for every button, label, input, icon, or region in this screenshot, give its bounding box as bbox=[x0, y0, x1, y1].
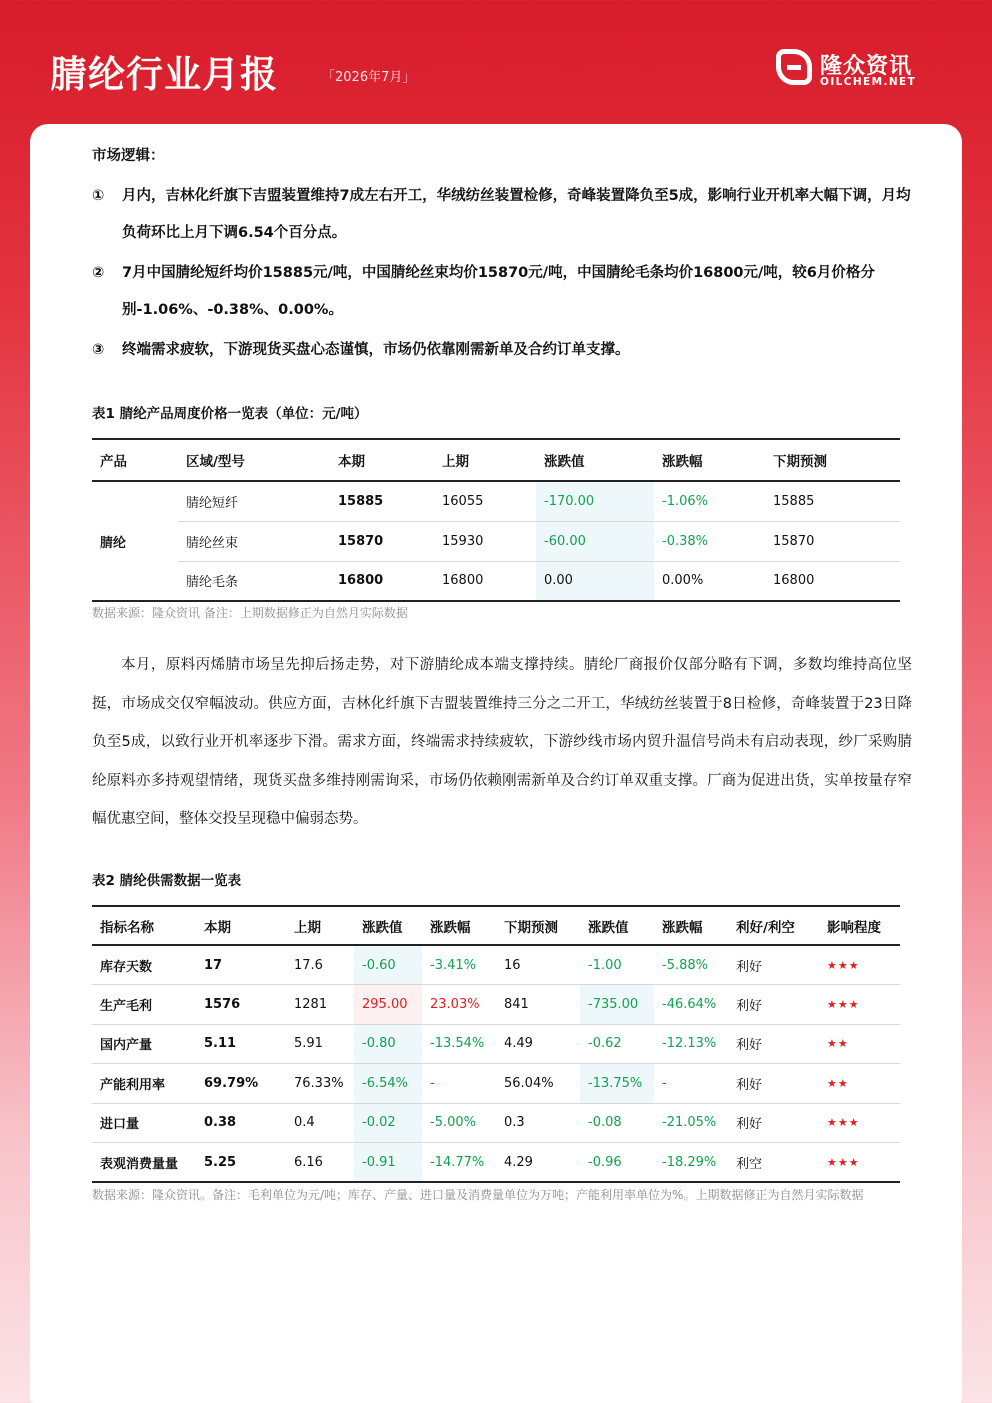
report-period: 「2026年7月」 bbox=[322, 70, 416, 85]
column-header: 涨跌值 bbox=[536, 439, 654, 481]
change-cell: -0.80 bbox=[354, 1024, 422, 1064]
column-header: 区域/型号 bbox=[178, 439, 330, 481]
logo-cn-text: 隆众资讯 bbox=[820, 54, 913, 79]
report-header bbox=[0, 0, 992, 125]
current-cell: 5.25 bbox=[196, 1143, 286, 1183]
table-row bbox=[92, 945, 900, 985]
column-header: 涨跌幅 bbox=[654, 439, 765, 481]
column-header: 涨跌幅 bbox=[654, 906, 728, 945]
table-row bbox=[92, 1103, 900, 1143]
impact-cell: 利好 bbox=[728, 985, 819, 1025]
previous-cell: 16055 bbox=[434, 481, 536, 521]
forecast-cell: 15885 bbox=[765, 481, 900, 521]
column-header: 本期 bbox=[330, 439, 434, 481]
previous-cell: 0.4 bbox=[286, 1103, 354, 1143]
indicator-name: 库存天数 bbox=[92, 945, 196, 985]
pct-cell: 0.00% bbox=[654, 561, 765, 601]
logic-point bbox=[92, 178, 912, 252]
point-text: 月内，吉林化纤旗下吉盟装置维持7成左右开工，华绒纺丝装置检修，奇峰装置降负至5成，影响行业开机率大幅下调，月均负荷环比上月下调6.54个百分点。 bbox=[122, 188, 911, 241]
table-header-row bbox=[92, 439, 900, 481]
market-logic-label: 市场逻辑： bbox=[92, 148, 165, 164]
previous-cell: 17.6 bbox=[286, 945, 354, 985]
type-cell: 腈纶丝束 bbox=[178, 521, 330, 561]
column-header: 指标名称 bbox=[92, 906, 196, 945]
indicator-name: 进口量 bbox=[92, 1103, 196, 1143]
impact-cell: 利空 bbox=[728, 1143, 819, 1183]
current-cell: 1576 bbox=[196, 985, 286, 1025]
previous-cell: 5.91 bbox=[286, 1024, 354, 1064]
table-row bbox=[92, 521, 900, 561]
forecast-change-cell: -735.00 bbox=[580, 985, 654, 1025]
column-header: 下期预测 bbox=[765, 439, 900, 481]
table-row bbox=[92, 1024, 900, 1064]
point-text: 终端需求疲软，下游现货买盘心态谨慎，市场仍依靠刚需新单及合约订单支撑。 bbox=[122, 342, 630, 358]
forecast-cell: 16800 bbox=[765, 561, 900, 601]
previous-cell: 16800 bbox=[434, 561, 536, 601]
impact-cell: 利好 bbox=[728, 1064, 819, 1104]
current-cell: 15885 bbox=[330, 481, 434, 521]
table-header-row bbox=[92, 906, 900, 945]
previous-cell: 76.33% bbox=[286, 1064, 354, 1104]
current-cell: 17 bbox=[196, 945, 286, 985]
change-cell: -0.60 bbox=[354, 945, 422, 985]
table2-source-note: 数据来源：隆众资讯。备注：毛利单位为元/吨；库存、产量、进口量及消费量单位为万吨；产能利用率单位为%。上期数据修正为自然月实际数据 bbox=[92, 1188, 864, 1202]
forecast-cell: 841 bbox=[496, 985, 580, 1025]
table2-caption: 表2 腈纶供需数据一览表 bbox=[92, 873, 242, 889]
indicator-name: 生产毛利 bbox=[92, 985, 196, 1025]
point-number: ③ bbox=[92, 342, 105, 358]
report-title: 腈纶行业月报 bbox=[50, 53, 278, 96]
pct-cell: -13.54% bbox=[422, 1024, 496, 1064]
forecast-cell: 4.29 bbox=[496, 1143, 580, 1183]
forecast-cell: 15870 bbox=[765, 521, 900, 561]
current-cell: 5.11 bbox=[196, 1024, 286, 1064]
impact-cell: 利好 bbox=[728, 1024, 819, 1064]
column-header: 上期 bbox=[286, 906, 354, 945]
market-summary-paragraph: 本月，原料丙烯腈市场呈先抑后扬走势，对下游腈纶成本端支撑持续。腈纶厂商报价仅部分略有下调，多数均维持高位坚挺，市场成交仅窄幅波动。供应方面，吉林化纤旗下吉盟装置维持三分之二开工，华绒纺丝装置于8日检修，奇峰装置于23日降负至5成，以致行业开机率逐步下滑。需求方面，终端需求持续疲软，下游纱线市场内贸升温信号尚未有启动表现，纱厂采购腈纶原料亦多持观望情绪，现货买盘多维持刚需询采，市场仍依赖刚需新单及合约订单双重支撑。厂商为促进出货，实单按量存窄幅优惠空间，整体交投呈现稳中偏弱态势。 bbox=[92, 657, 912, 827]
table-row bbox=[92, 1064, 900, 1104]
change-cell: -170.00 bbox=[536, 481, 654, 521]
column-header: 影响程度 bbox=[819, 906, 900, 945]
change-cell: 295.00 bbox=[354, 985, 422, 1025]
column-header: 下期预测 bbox=[496, 906, 580, 945]
pct-cell: -3.41% bbox=[422, 945, 496, 985]
table-row bbox=[92, 481, 900, 521]
indicator-name: 国内产量 bbox=[92, 1024, 196, 1064]
forecast-pct-cell: -5.88% bbox=[654, 945, 728, 985]
type-cell: 腈纶毛条 bbox=[178, 561, 330, 601]
price-table bbox=[92, 438, 900, 602]
impact-cell: 利好 bbox=[728, 1103, 819, 1143]
forecast-change-cell: -0.08 bbox=[580, 1103, 654, 1143]
report-card bbox=[30, 124, 962, 1403]
supply-demand-table bbox=[92, 905, 900, 1183]
previous-cell: 1281 bbox=[286, 985, 354, 1025]
impact-level-stars: ★★★ bbox=[819, 985, 900, 1025]
forecast-cell: 0.3 bbox=[496, 1103, 580, 1143]
forecast-cell: 56.04% bbox=[496, 1064, 580, 1104]
change-cell: -60.00 bbox=[536, 521, 654, 561]
current-cell: 16800 bbox=[330, 561, 434, 601]
current-cell: 0.38 bbox=[196, 1103, 286, 1143]
forecast-change-cell: -13.75% bbox=[580, 1064, 654, 1104]
forecast-change-cell: -1.00 bbox=[580, 945, 654, 985]
table-row bbox=[92, 561, 900, 601]
column-header: 上期 bbox=[434, 439, 536, 481]
impact-level-stars: ★★ bbox=[819, 1024, 900, 1064]
column-header: 涨跌值 bbox=[580, 906, 654, 945]
forecast-pct-cell: - bbox=[654, 1064, 728, 1104]
change-cell: -6.54% bbox=[354, 1064, 422, 1104]
change-cell: -0.02 bbox=[354, 1103, 422, 1143]
previous-cell: 6.16 bbox=[286, 1143, 354, 1183]
pct-cell: -14.77% bbox=[422, 1143, 496, 1183]
forecast-cell: 16 bbox=[496, 945, 580, 985]
table-row bbox=[92, 985, 900, 1025]
logo-mark-icon bbox=[776, 49, 812, 85]
forecast-pct-cell: -46.64% bbox=[654, 985, 728, 1025]
column-header: 本期 bbox=[196, 906, 286, 945]
forecast-change-cell: -0.62 bbox=[580, 1024, 654, 1064]
column-header: 涨跌幅 bbox=[422, 906, 496, 945]
change-cell: 0.00 bbox=[536, 561, 654, 601]
logic-point bbox=[92, 332, 912, 369]
point-text: 7月中国腈纶短纤均价15885元/吨，中国腈纶丝束均价15870元/吨，中国腈纶毛条均价16800元/吨，较6月价格分别-1.06%、-0.38%、0.00%。 bbox=[122, 265, 875, 318]
point-number: ② bbox=[92, 265, 105, 281]
column-header: 产品 bbox=[92, 439, 178, 481]
impact-level-stars: ★★★ bbox=[819, 1103, 900, 1143]
indicator-name: 表观消费量量 bbox=[92, 1143, 196, 1183]
change-cell: -0.91 bbox=[354, 1143, 422, 1183]
indicator-name: 产能利用率 bbox=[92, 1064, 196, 1104]
impact-level-stars: ★★★ bbox=[819, 1143, 900, 1183]
table1-caption: 表1 腈纶产品周度价格一览表（单位：元/吨） bbox=[92, 406, 368, 422]
forecast-pct-cell: -12.13% bbox=[654, 1024, 728, 1064]
table1-source-note: 数据来源：隆众资讯 备注：上期数据修正为自然月实际数据 bbox=[92, 606, 408, 620]
type-cell: 腈纶短纤 bbox=[178, 481, 330, 521]
logo-en-text: OILCHEM.NET bbox=[820, 76, 917, 88]
current-cell: 69.79% bbox=[196, 1064, 286, 1104]
current-cell: 15870 bbox=[330, 521, 434, 561]
forecast-change-cell: -0.96 bbox=[580, 1143, 654, 1183]
impact-level-stars: ★★ bbox=[819, 1064, 900, 1104]
pct-cell: -5.00% bbox=[422, 1103, 496, 1143]
impact-level-stars: ★★★ bbox=[819, 945, 900, 985]
pct-cell: - bbox=[422, 1064, 496, 1104]
impact-cell: 利好 bbox=[728, 945, 819, 985]
column-header: 涨跌值 bbox=[354, 906, 422, 945]
pct-cell: -0.38% bbox=[654, 521, 765, 561]
forecast-pct-cell: -21.05% bbox=[654, 1103, 728, 1143]
previous-cell: 15930 bbox=[434, 521, 536, 561]
table-row bbox=[92, 1143, 900, 1183]
forecast-pct-cell: -18.29% bbox=[654, 1143, 728, 1183]
product-cell: 腈纶 bbox=[92, 481, 178, 601]
pct-cell: -1.06% bbox=[654, 481, 765, 521]
forecast-cell: 4.49 bbox=[496, 1024, 580, 1064]
oilchem-logo bbox=[776, 49, 946, 89]
column-header: 利好/利空 bbox=[728, 906, 819, 945]
pct-cell: 23.03% bbox=[422, 985, 496, 1025]
logic-point bbox=[92, 255, 912, 329]
point-number: ① bbox=[92, 188, 105, 204]
